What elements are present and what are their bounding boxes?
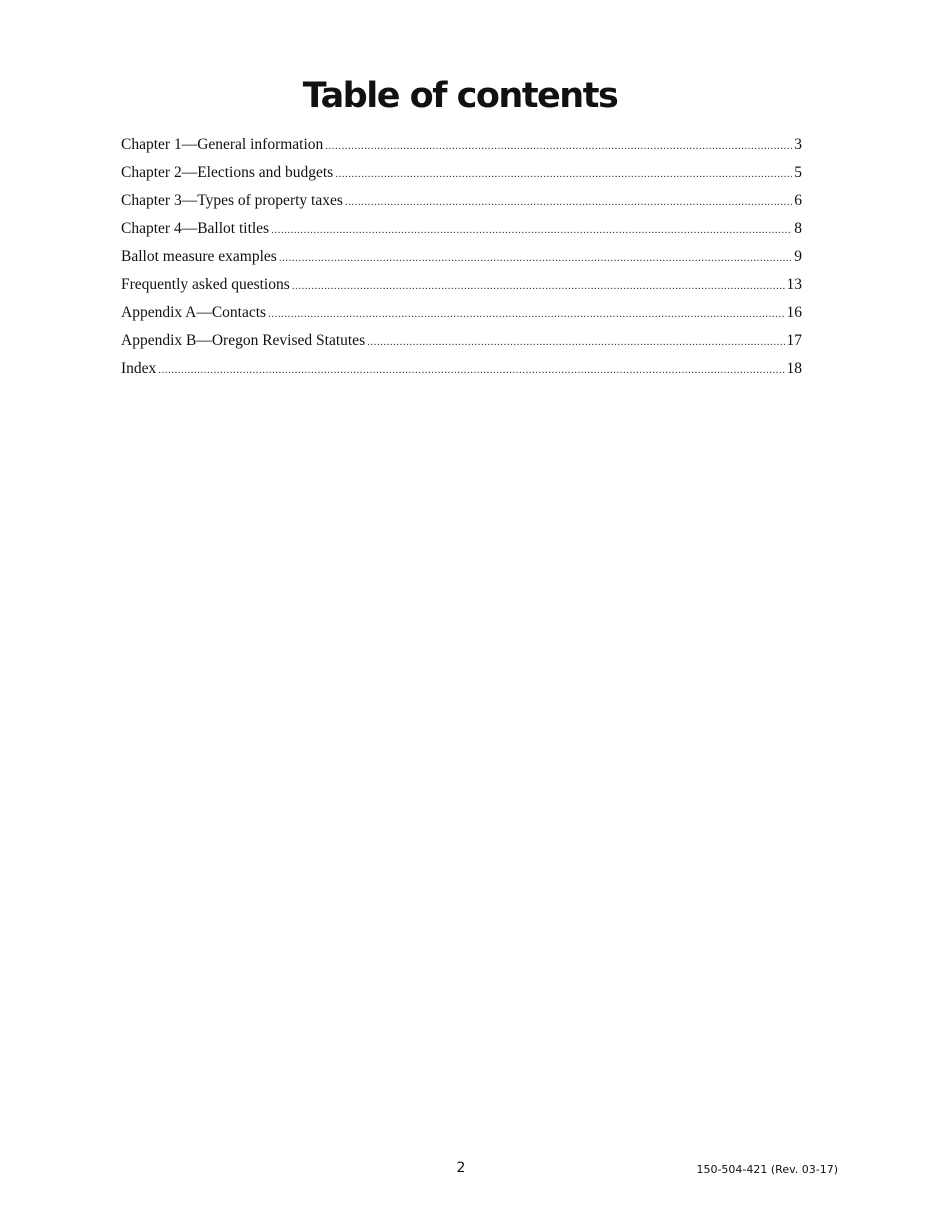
- toc-entry-page: 17: [786, 332, 802, 349]
- toc-entry-label: Chapter 1—General information: [121, 136, 324, 153]
- toc-entry[interactable]: [121, 187, 802, 215]
- toc-entry-label: Appendix A—Contacts: [121, 304, 267, 321]
- toc-entry-page: 8: [794, 220, 802, 237]
- toc-entry-label: Chapter 2—Elections and budgets: [121, 164, 334, 181]
- toc-entry[interactable]: [121, 159, 802, 187]
- toc-entry-page: 18: [786, 360, 802, 377]
- toc-entry[interactable]: [121, 299, 802, 327]
- dot-leader: [325, 132, 792, 160]
- toc-entry-page: 3: [794, 136, 802, 153]
- dot-leader: [345, 188, 792, 216]
- dot-leader: [268, 300, 784, 328]
- toc-entry-label: Index: [121, 360, 157, 377]
- toc-entry[interactable]: [121, 355, 802, 383]
- dot-leader: [279, 244, 792, 272]
- dot-leader: [335, 160, 792, 188]
- dot-leader: [271, 216, 792, 244]
- toc-entry-page: 9: [794, 248, 802, 265]
- toc-entry[interactable]: [121, 215, 802, 243]
- toc-entry-page: 6: [794, 192, 802, 209]
- dot-leader: [367, 328, 784, 356]
- toc-entry-label: Chapter 3—Types of property taxes: [121, 192, 343, 209]
- page-number: 2: [456, 1160, 466, 1176]
- toc-entry-label: Ballot measure examples: [121, 248, 277, 265]
- table-of-contents: [121, 131, 802, 383]
- toc-entry-page: 16: [786, 304, 802, 321]
- dot-leader: [158, 356, 784, 384]
- toc-entry[interactable]: [121, 327, 802, 355]
- toc-entry[interactable]: [121, 131, 802, 159]
- toc-entry-page: 13: [786, 276, 802, 293]
- page-title: Table of contents: [302, 76, 618, 116]
- dot-leader: [292, 272, 785, 300]
- toc-entry-label: Appendix B—Oregon Revised Statutes: [121, 332, 366, 349]
- toc-entry-label: Frequently asked questions: [121, 276, 290, 293]
- toc-entry[interactable]: [121, 271, 802, 299]
- toc-entry[interactable]: [121, 243, 802, 271]
- toc-entry-label: Chapter 4—Ballot titles: [121, 220, 270, 237]
- toc-entry-page: 5: [794, 164, 802, 181]
- form-number: 150-504-421 (Rev. 03-17): [696, 1163, 838, 1176]
